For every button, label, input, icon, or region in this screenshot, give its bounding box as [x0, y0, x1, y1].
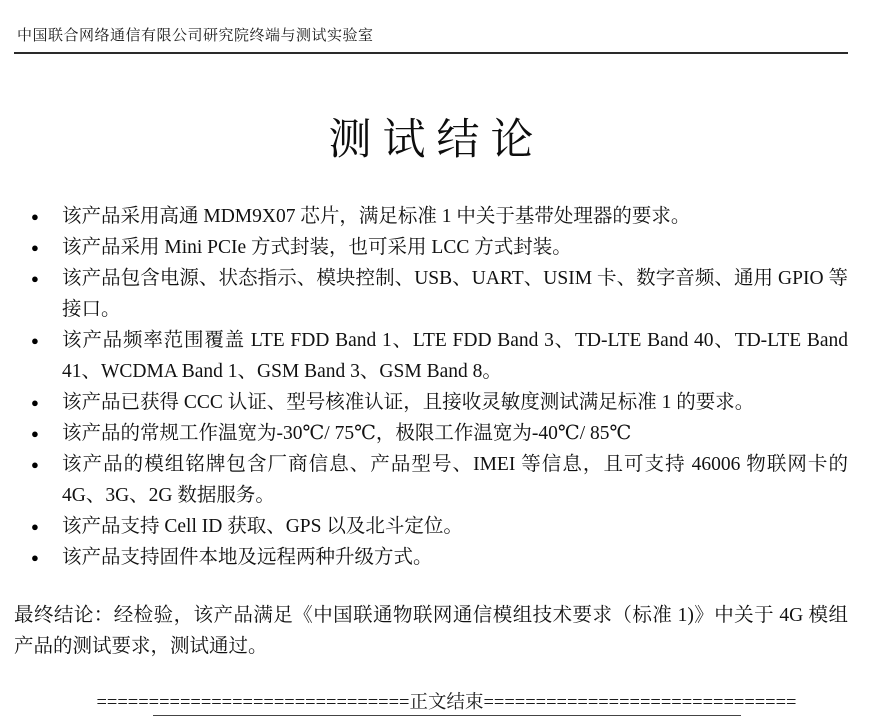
- list-item: [14, 325, 848, 387]
- list-item: [14, 542, 848, 573]
- body-end-marker: ==============================正文结束==============================: [96, 693, 797, 713]
- list-item: [14, 449, 848, 511]
- page-header-lab-name: 中国联合网络通信有限公司研究院终端与测试实验室: [17, 28, 374, 44]
- list-item-text: 该产品的常规工作温宽为-30℃/ 75℃，极限工作温宽为-40℃/ 85℃: [62, 423, 632, 444]
- list-item: [14, 201, 848, 232]
- list-item: [14, 232, 848, 263]
- list-item-text: 该产品采用 Mini PCIe 方式封装，也可采用 LCC 方式封装。: [62, 237, 572, 258]
- list-item: [14, 511, 848, 542]
- footer: [0, 693, 893, 716]
- footer-rule: [153, 715, 741, 716]
- page-title: 测试结论: [328, 117, 545, 164]
- bullet-icon: ●: [31, 240, 39, 255]
- list-item-text: 该产品支持固件本地及远程两种升级方式。: [62, 547, 433, 568]
- bullet-icon: ●: [31, 519, 39, 534]
- header-rule: [14, 52, 848, 54]
- final-conclusion-paragraph: 最终结论：经检验，该产品满足《中国联通物联网通信模组技术要求（标准 1)》中关于 4G 模组产品的测试要求，测试通过。: [14, 605, 848, 657]
- bullet-icon: ●: [31, 426, 39, 441]
- list-item-text: 该产品采用高通 MDM9X07 芯片，满足标准 1 中关于基带处理器的要求。: [62, 206, 691, 227]
- bullet-icon: ●: [31, 271, 39, 286]
- list-item: [14, 387, 848, 418]
- list-item-text: 该产品频率范围覆盖 LTE FDD Band 1、LTE FDD Band 3、TD-LTE Band 40、TD-LTE Band 41、WCDMA Band 1、GSM Band 3、GSM Band 8。: [62, 330, 848, 382]
- bullet-icon: ●: [31, 550, 39, 565]
- bullet-icon: ●: [31, 209, 39, 224]
- list-item-text: 该产品包含电源、状态指示、模块控制、USB、UART、USIM 卡、数字音频、通用 GPIO 等接口。: [62, 268, 848, 320]
- list-item-text: 该产品的模组铭牌包含厂商信息、产品型号、IMEI 等信息，且可支持 46006 物联网卡的 4G、3G、2G 数据服务。: [62, 454, 848, 506]
- bullet-icon: ●: [31, 457, 39, 472]
- bullet-icon: ●: [31, 395, 39, 410]
- bullet-icon: ●: [31, 333, 39, 348]
- list-item: [14, 263, 848, 325]
- test-conclusion-list: [14, 201, 848, 573]
- list-item: [14, 418, 848, 449]
- list-item-text: 该产品已获得 CCC 认证、型号核准认证，且接收灵敏度测试满足标准 1 的要求。: [62, 392, 755, 413]
- list-item-text: 该产品支持 Cell ID 获取、GPS 以及北斗定位。: [62, 516, 463, 537]
